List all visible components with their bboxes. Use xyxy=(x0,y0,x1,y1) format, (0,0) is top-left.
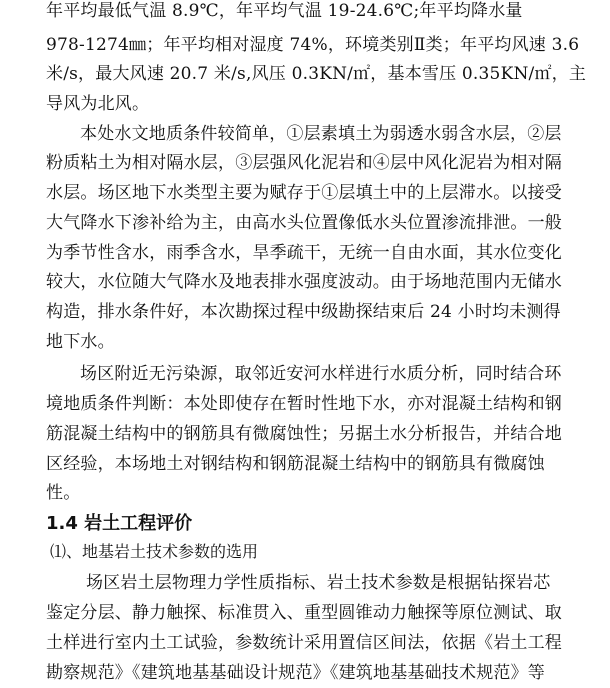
paragraph-1-line-1: 年平均最低气温 8.9℃，年平均气温 19-24.6℃;年平均降水量 xyxy=(46,1,523,21)
final-paragraph-line-3: 土样进行室内土工试验，参数统计采用置信区间法，依据《岩土工程 xyxy=(46,633,562,653)
paragraph-2-line-8: 地下水。 xyxy=(46,332,115,352)
section-heading: 1.4 岩土工程评价 xyxy=(46,513,193,534)
paragraph-3-line-2: 境地质条件判断：本处即使存在暂时性地下水，亦对混凝土结构和钢 xyxy=(46,394,562,414)
paragraph-2-line-2: 粉质粘土为相对隔水层，③层强风化泥岩和④层中风化泥岩为相对隔 xyxy=(46,153,562,173)
paragraph-1-line-2: 978-1274㎜；年平均相对湿度 74%，环境类别Ⅱ类；年平均风速 3.6 xyxy=(46,35,580,55)
paragraph-3-line-5: 性。 xyxy=(46,483,81,503)
paragraph-1-line-3: 米/s，最大风速 20.7 米/s,风压 0.3KN/㎡，基本雪压 0.35KN/㎡，主 xyxy=(46,64,587,84)
paragraph-3-line-1: 场区附近无污染源，取邻近安河水样进行水质分析，同时结合环 xyxy=(80,364,562,384)
paragraph-2-line-6: 较大，水位随大气降水及地表排水强度波动。由于场地范围内无储水 xyxy=(46,272,562,292)
paragraph-2-line-1: 本处水文地质条件较简单，①层素填土为弱透水弱含水层，②层 xyxy=(80,124,562,144)
final-paragraph-line-4: 勘察规范》《建筑地基基础设计规范》《建筑地基基础技术规范》等 xyxy=(46,663,545,683)
final-paragraph-line-1: 场区岩土层物理力学性质指标、岩土技术参数是根据钻探岩芯 xyxy=(86,573,551,593)
paragraph-2-line-4: 大气降水下渗补给为主，由高水头位置像低水头位置渗流排泄。一般 xyxy=(46,213,562,233)
paragraph-1-line-4: 导风为北风。 xyxy=(46,94,150,114)
paragraph-2-line-7: 构造，排水条件好，本次勘探过程中级勘探结束后 24 小时均未测得 xyxy=(46,302,561,322)
final-paragraph-line-2: 鉴定分层、静力触探、标准贯入、重型圆锥动力触探等原位测试、取 xyxy=(46,603,562,623)
paragraph-3-line-4: 区经验，本场地土对钢结构和钢筋混凝土结构中的钢筋具有微腐蚀 xyxy=(46,454,545,474)
paragraph-2-line-5: 为季节性含水，雨季含水，旱季疏干，无统一自由水面，其水位变化 xyxy=(46,243,562,263)
paragraph-3-line-3: 筋混凝土结构中的钢筋具有微腐蚀性；另据土水分析报告，并结合地 xyxy=(46,424,562,444)
section-subheading: ⑴、地基岩土技术参数的选用 xyxy=(50,542,259,561)
paragraph-2-line-3: 水层。场区地下水类型主要为赋存于①层填土中的上层滞水。以接受 xyxy=(46,183,562,203)
